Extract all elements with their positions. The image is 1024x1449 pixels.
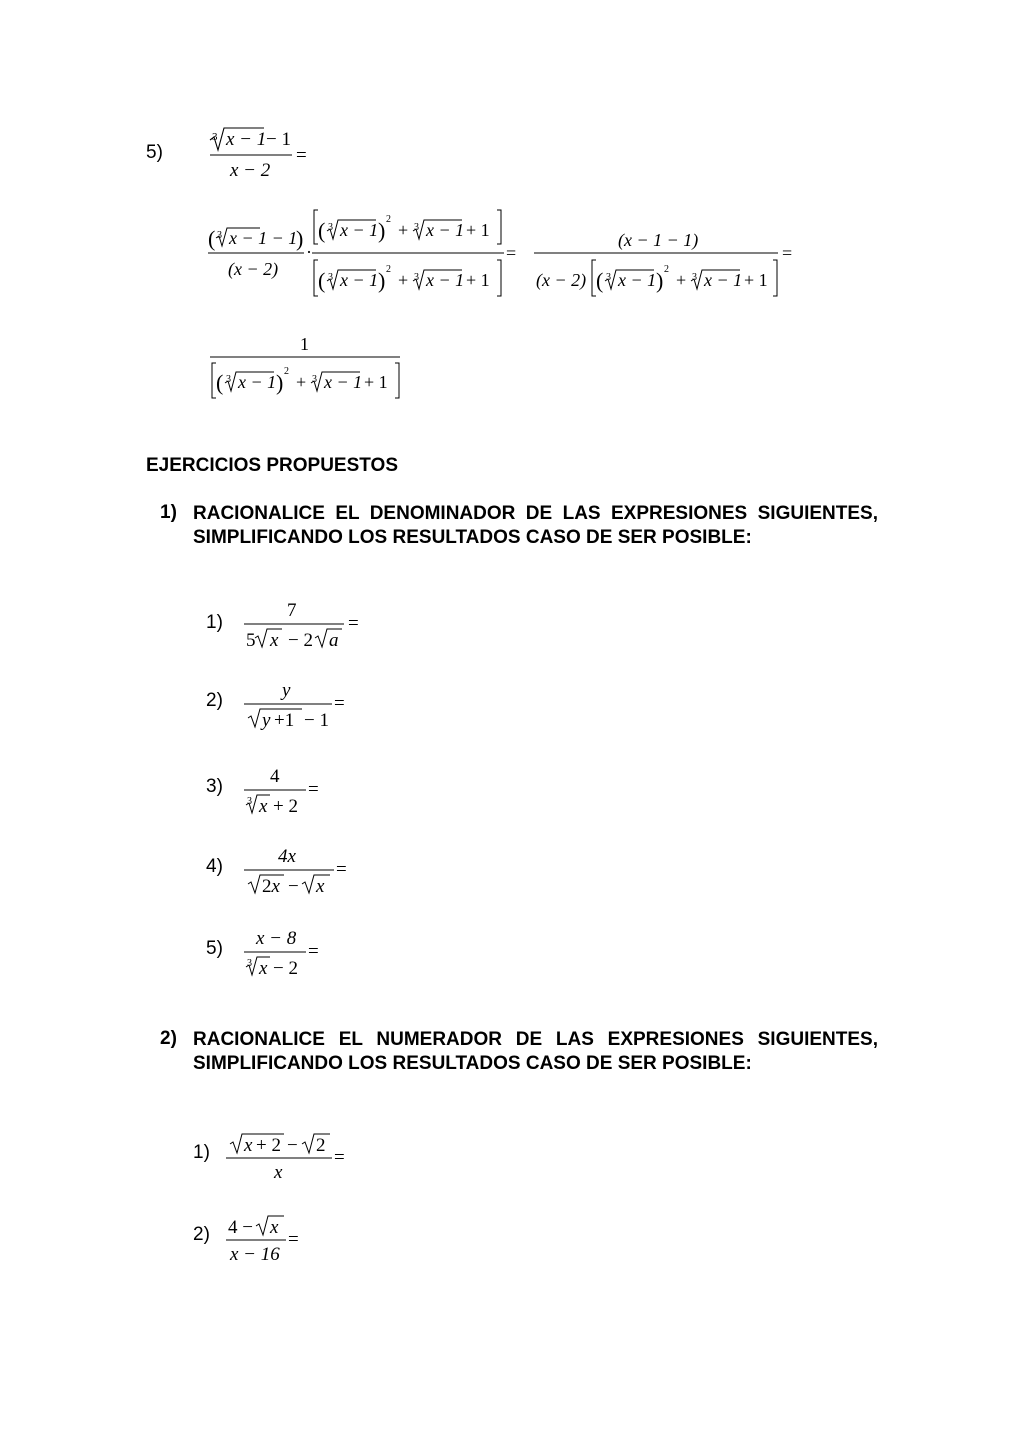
exercise-label: 1): [193, 1142, 210, 1163]
svg-text:=: =: [334, 1147, 345, 1168]
svg-text:3: 3: [328, 222, 333, 233]
svg-text:x − 1: x − 1: [618, 270, 657, 290]
exercise-1-3-fraction: [240, 762, 340, 822]
svg-text:+: +: [398, 270, 409, 290]
equals-sign: =: [506, 243, 517, 263]
svg-text:=: =: [336, 859, 347, 880]
right-denominator-prefix: (x − 2): [536, 270, 587, 290]
svg-text:2: 2: [664, 264, 669, 275]
svg-text:3: 3: [414, 272, 419, 283]
svg-text:+ 2: + 2: [273, 796, 298, 817]
svg-text:x − 1: x − 1: [704, 270, 743, 290]
right-numerator: (x − 1 − 1): [618, 230, 699, 250]
exercise-1-5-fraction: [240, 924, 340, 984]
svg-text:+: +: [296, 372, 307, 392]
exercise-label: 2): [193, 1224, 210, 1245]
exercise-label: 4): [206, 856, 223, 877]
svg-text:): ): [656, 268, 664, 293]
svg-text:3: 3: [328, 272, 333, 283]
svg-text:2x: 2x: [262, 876, 280, 897]
svg-text:x: x: [316, 876, 325, 897]
svg-text:+ 1: + 1: [466, 220, 490, 240]
equals-sign: =: [782, 243, 793, 263]
example-step3-result: [200, 330, 410, 402]
svg-text:=: =: [308, 941, 319, 962]
svg-text:− 2: − 2: [273, 958, 298, 979]
denominator: x: [274, 1162, 283, 1182]
equals-sign: =: [296, 145, 307, 166]
exercise-label: 5): [206, 938, 223, 959]
left-paren: (: [208, 226, 216, 251]
svg-text:2: 2: [316, 1135, 326, 1156]
numerator-radicand: x − 1: [226, 129, 267, 150]
svg-text:3: 3: [247, 796, 252, 807]
numerator: 4x: [278, 846, 296, 867]
svg-text:3: 3: [312, 374, 317, 385]
svg-text:+ 2: + 2: [256, 1135, 281, 1156]
svg-text:x: x: [270, 630, 279, 651]
svg-text:+ 1: + 1: [364, 372, 388, 392]
svg-text:+1: +1: [274, 710, 295, 731]
section-heading: EJERCICIOS PROPUESTOS: [146, 455, 398, 476]
svg-text:=: =: [334, 693, 345, 714]
svg-text:): ): [378, 218, 386, 243]
svg-text:x − 1: x − 1: [238, 372, 277, 392]
svg-text:x: x: [259, 958, 268, 979]
left-numerator: x − 1 − 1: [229, 228, 298, 248]
svg-text:−: −: [288, 876, 299, 897]
svg-text:4 −: 4 −: [228, 1217, 253, 1238]
svg-text:+ 1: + 1: [466, 270, 490, 290]
numerator-tail: − 1: [266, 129, 291, 150]
cube-root-index: 3: [212, 131, 218, 143]
svg-text:3: 3: [226, 374, 231, 385]
denominator: x − 16: [230, 1244, 280, 1264]
svg-text:x − 1: x − 1: [426, 270, 465, 290]
example-number: 5): [146, 142, 163, 163]
svg-text:(: (: [216, 370, 224, 395]
numerator: 4: [270, 766, 280, 787]
section-1-number: 1): [160, 502, 177, 523]
denominator: x − 2: [230, 160, 271, 181]
svg-text:x: x: [270, 1217, 279, 1238]
example-step2-expression: [200, 200, 810, 310]
section-2-number: 2): [160, 1028, 177, 1049]
svg-text:+: +: [676, 270, 687, 290]
exercise-label: 3): [206, 776, 223, 797]
section-1-title: RACIONALICE EL DENOMINADOR DE LAS EXPRESIONES SIGUIENTES, SIMPLIFICANDO LOS RESULTADOS CASO DE SER POSIBLE:: [193, 503, 878, 548]
svg-text:(: (: [318, 268, 326, 293]
exercise-label: 1): [206, 612, 223, 633]
svg-text:): ): [378, 268, 386, 293]
svg-text:=: =: [288, 1229, 299, 1250]
svg-text:2: 2: [386, 214, 391, 225]
svg-text:x: x: [244, 1135, 253, 1156]
svg-text:− 1: − 1: [304, 710, 329, 731]
left-denominator: (x − 2): [228, 259, 279, 279]
svg-text:−: −: [287, 1135, 298, 1156]
svg-text:a: a: [329, 630, 339, 651]
svg-text:3: 3: [606, 272, 611, 283]
svg-text:+: +: [398, 220, 409, 240]
section-2-title: RACIONALICE EL NUMERADOR DE LAS EXPRESIONES SIGUIENTES, SIMPLIFICANDO LOS RESULTADOS CASO DE SER POSIBLE:: [193, 1029, 878, 1074]
svg-text:3: 3: [692, 272, 697, 283]
numerator: x − 8: [256, 928, 297, 949]
exercise-2-1-fraction: [222, 1120, 352, 1182]
svg-text:x − 1: x − 1: [426, 220, 465, 240]
svg-text:3: 3: [247, 958, 252, 969]
exercise-2-2-fraction: [222, 1202, 322, 1264]
exercise-label: 2): [206, 690, 223, 711]
svg-text:x: x: [259, 796, 268, 817]
svg-text:=: =: [308, 779, 319, 800]
svg-text:x − 1: x − 1: [340, 220, 379, 240]
svg-text:(: (: [318, 218, 326, 243]
svg-text:2: 2: [284, 366, 289, 377]
svg-text:+ 1: + 1: [744, 270, 768, 290]
exercise-1-2-fraction: [240, 676, 360, 736]
svg-text:(: (: [596, 268, 604, 293]
svg-text:5: 5: [246, 630, 256, 651]
dot-operator: ·: [306, 242, 312, 262]
cube-root-index: 3: [217, 230, 222, 241]
svg-text:x − 1: x − 1: [340, 270, 379, 290]
svg-text:3: 3: [414, 222, 419, 233]
svg-text:y: y: [262, 710, 271, 731]
example-step1-fraction: [200, 120, 320, 190]
result-numerator: 1: [300, 334, 309, 354]
svg-text:): ): [276, 370, 284, 395]
right-paren: ): [296, 226, 304, 251]
svg-text:2: 2: [386, 264, 391, 275]
numerator: 7: [287, 600, 297, 621]
svg-text:− 2: − 2: [288, 630, 313, 651]
numerator: y: [282, 680, 291, 701]
svg-text:=: =: [348, 613, 359, 634]
svg-text:x − 1: x − 1: [324, 372, 363, 392]
exercise-1-1-fraction: [240, 596, 370, 656]
exercise-1-4-fraction: [240, 842, 360, 902]
